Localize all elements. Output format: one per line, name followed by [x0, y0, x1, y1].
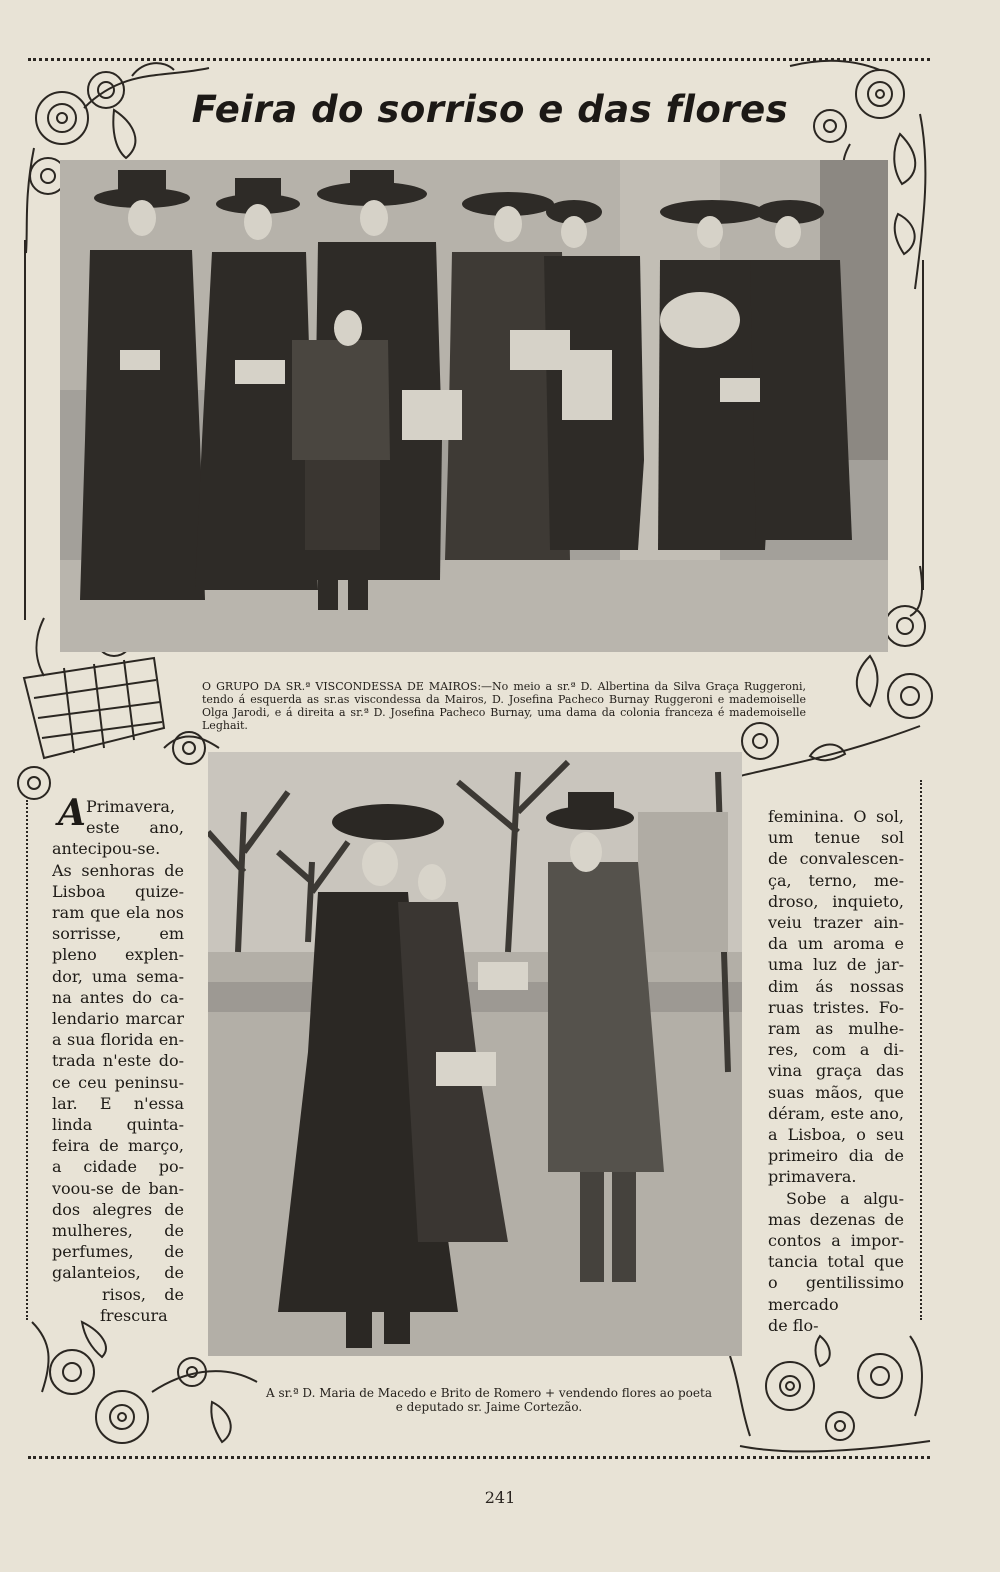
- article-line: este ano,: [86, 818, 184, 838]
- article-line: dor, uma sema-: [52, 966, 184, 986]
- article-line: ce ceu peninsu-: [52, 1072, 184, 1092]
- article-line: res, com a di-: [768, 1040, 904, 1060]
- article-line: primavera.: [768, 1167, 857, 1187]
- article-line: ça, terno, me-: [768, 870, 904, 890]
- article-line: veiu trazer ain-: [768, 913, 904, 933]
- article-line: ruas tristes. Fo-: [768, 997, 904, 1017]
- article-line: ram as mulhe-: [768, 1019, 904, 1039]
- article-line: suas mãos, que: [768, 1082, 904, 1102]
- article-line: ram que ela nos: [52, 903, 184, 923]
- article-line: risos, de: [102, 1284, 184, 1304]
- drop-cap: A: [58, 792, 86, 834]
- article-line: dos alegres de: [52, 1199, 184, 1219]
- article-line: dim ás nossas: [768, 976, 904, 996]
- article-line: pleno explen-: [52, 945, 184, 965]
- article-line: Lisboa quize-: [52, 881, 184, 901]
- article-line: As senhoras de: [52, 860, 184, 880]
- border-right: [922, 260, 924, 590]
- article-line: de flo-: [768, 1315, 819, 1335]
- flower-sale-photograph: [208, 752, 742, 1356]
- article-line: lar. E n'essa: [52, 1093, 184, 1113]
- article-line: antecipou-se.: [52, 839, 161, 859]
- article-line: o gentilissimo: [768, 1273, 904, 1293]
- article-line: droso, inquieto,: [768, 891, 904, 911]
- photo-caption-bottom-text: A sr.ª D. Maria de Macedo e Brito de Romero + vendendo flores ao poeta e deputado sr. Jaime Cortezão.: [266, 1386, 712, 1414]
- border-left-lower: [26, 800, 28, 1320]
- article-line: déram, este ano,: [768, 1103, 904, 1123]
- article-line: feira de março,: [52, 1136, 184, 1156]
- article-line: a cidade po-: [52, 1157, 184, 1177]
- article-line: linda quinta-: [52, 1115, 184, 1135]
- article-line: Sobe a algu-: [786, 1188, 904, 1208]
- article-line: mulheres, de: [52, 1221, 184, 1241]
- article-line: frescura: [100, 1305, 168, 1325]
- article-line: voou-se de ban-: [52, 1178, 184, 1198]
- article-line: lendario marcar: [52, 1009, 184, 1029]
- border-right-lower: [920, 780, 922, 1320]
- article-line: galanteios, de: [52, 1263, 184, 1283]
- photo-caption-top: O GRUPO DA SR.ª VISCONDESSA DE MAIROS:—No meio a sr.ª D. Albertina da Silva Graça Ruggeroni, tendo á esquerda as sr.as viscondessa da Mairos, D. Josefina Pacheco Burnay Ruggeroni e mademoiselle Olga Jarodi, e á direita a sr.ª D. Josefina Pacheco Burnay, uma dama da colonia franceza é mademoiselle Leghait.: [202, 680, 806, 732]
- article-line: sorrisse, em: [52, 924, 184, 944]
- article-left-column: [52, 792, 184, 1326]
- article-line: mas dezenas de: [768, 1209, 904, 1229]
- article-line: tancia total que: [768, 1252, 904, 1272]
- photo-caption-bottom: [266, 1386, 712, 1414]
- article-line: contos a impor-: [768, 1231, 904, 1251]
- page-number: 241: [484, 1488, 516, 1507]
- article-right-column: [768, 806, 904, 1336]
- article-line: a sua florida en-: [52, 1030, 184, 1050]
- article-line: mercado: [768, 1294, 839, 1314]
- article-line: vina graça das: [768, 1061, 904, 1081]
- article-line: perfumes, de: [52, 1242, 184, 1262]
- floral-ornament-bottom-right: [720, 1316, 940, 1466]
- article-line: da um aroma e: [768, 934, 904, 954]
- article-line: um tenue sol: [768, 828, 904, 848]
- article-title: Feira do sorriso e das flores: [191, 88, 789, 131]
- article-line: Primavera,: [86, 797, 176, 816]
- article-line: a Lisboa, o seu: [768, 1125, 904, 1145]
- article-line: trada n'este do-: [52, 1051, 184, 1071]
- article-line: uma luz de jar-: [768, 955, 904, 975]
- article-line: feminina. O sol,: [768, 807, 904, 826]
- border-left: [24, 240, 26, 620]
- group-photograph: [60, 160, 888, 652]
- article-line: na antes do ca-: [52, 987, 184, 1007]
- article-line: primeiro dia de: [768, 1146, 904, 1166]
- article-line: de convalescen-: [768, 849, 904, 869]
